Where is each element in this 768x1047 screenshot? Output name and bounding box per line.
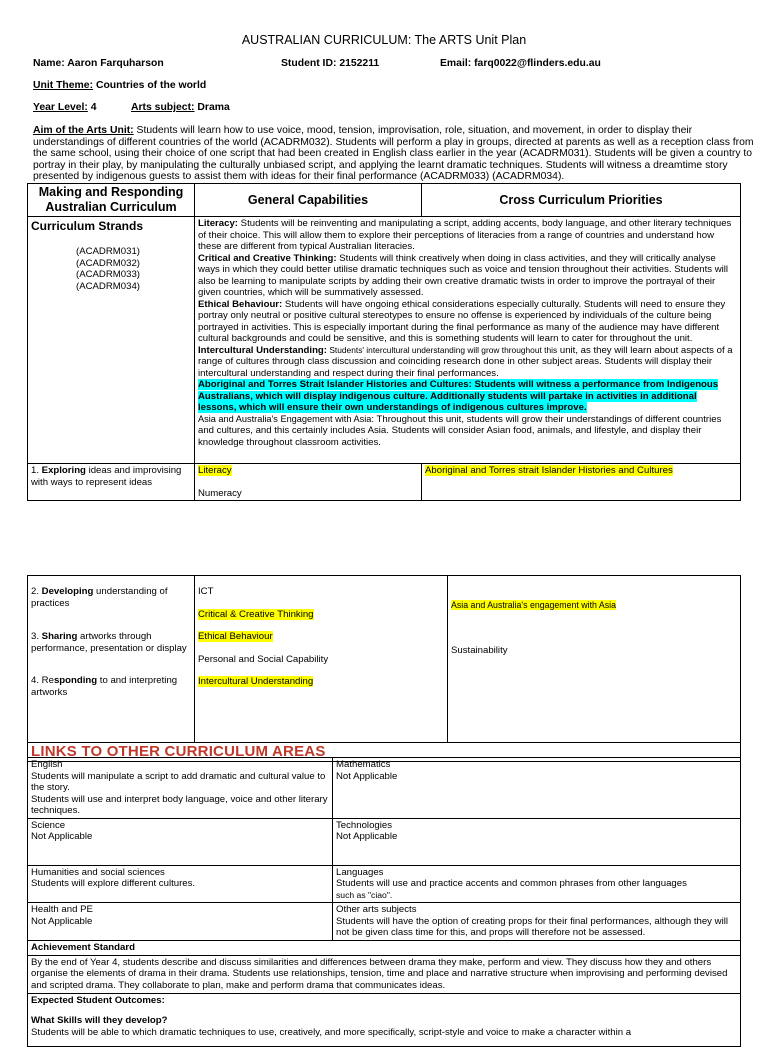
aim-label: Aim of the Arts Unit:	[33, 125, 134, 136]
arts-subject-label: Arts subject:	[131, 102, 195, 113]
email-value: farq0022@flinders.edu.au	[474, 58, 601, 69]
other-label: Other arts subjects	[336, 904, 417, 915]
literacy-paragraph	[198, 218, 737, 253]
email-label: Email:	[440, 58, 472, 69]
achievement-text: By the end of Year 4, students describe and discuss similarities and differences between drama they make, perform and view. They discuss how they and others organise the elements of drama in their drama. Students use relationships, tension, time and place and narrative structure when improvising and performing devised and scripted drama. They collaborate to plan, make and perform drama that communicates ideas.	[28, 955, 741, 993]
outcomes-cell	[28, 993, 741, 1046]
literacy-tag: Literacy	[198, 465, 232, 476]
curriculum-table	[27, 183, 741, 501]
science-label: Science	[31, 819, 66, 831]
skills-text: Students will be able to which dramatic techniques to use, creatively, and more specifically, script-style and voice to make a character within a	[31, 1026, 632, 1038]
strands-label: Curriculum Strands	[31, 219, 144, 233]
code-item: (ACADRM031)	[76, 246, 140, 257]
outcomes-label: Expected Student Outcomes:	[31, 994, 165, 1006]
maths-cell	[333, 758, 741, 819]
capability-item: Critical & Creative Thinking	[198, 608, 314, 620]
atsi-cell	[422, 464, 741, 501]
responding-item	[31, 675, 191, 698]
technologies-cell	[333, 818, 741, 865]
year-level-line	[33, 102, 97, 114]
capability-item: Personal and Social Capability	[198, 653, 329, 665]
hpe-text: Not Applicable	[31, 915, 93, 927]
intercultural-label: Intercultural Understanding:	[198, 344, 327, 356]
developing-num: 2.	[31, 586, 42, 597]
critical-label: Critical and Creative Thinking:	[198, 252, 337, 264]
capabilities-detail-cell	[195, 217, 741, 464]
exploring-rest: ideas and improvising with ways to represent ideas	[31, 465, 182, 488]
name-line	[33, 58, 164, 70]
tech-label: Technologies	[336, 819, 393, 831]
exploring-cell	[28, 464, 195, 501]
capabilities-list-cell	[195, 576, 448, 743]
english-cell	[28, 758, 333, 819]
student-id-value: 2152211	[339, 58, 380, 69]
year-level-value: 4	[90, 102, 97, 113]
col-header-cross-curriculum: Cross Curriculum Priorities	[422, 184, 741, 217]
developing-rest: understanding of practices	[31, 586, 168, 609]
page-title: AUSTRALIAN CURRICULUM: The ARTS Unit Plan	[241, 33, 527, 47]
aim-text: Students will learn how to use voice, mood, tension, improvisation, role, situation, and movement, in order to display their understandings of different countries of the world (ACADRM032). Students will perform a play in groups, directed at parents as well as a reception class from the same school, using their choice of one script that had been created in English class earlier in the year (ACADRM031). Students will be given a country to portray in their play, by manipulating the culturally unbiased script, and applying the learnt dramatic techniques. Students will witness a dreamtime story presented by indigenous guests to assist them with ideas for their final performance (ACADRM033) (ACADRM034).	[33, 125, 754, 183]
other-text: Students will have the option of creating props for their final performances, although they will not be given class time for this, and props will therefore not be assessed.	[336, 915, 728, 938]
critical-text: Students will think creatively when doing in class activities, and they will critically analyse ways in which they could better utilise dramatic techniques such as voice and tension throughout their activities. Students will also be learning to manipulate scripts by adding their own creative dramatic twists in order to improve the portrayal of their given countries, which will be summatively assessed.	[198, 252, 729, 298]
literacy-text: Students will be reinventing and manipulating a script, adding accents, body language, and other literary techniques of their choice. This will allow them to explore their perceptions of literacies from a range of countries and understand how these are different from typical Australian literacies.	[198, 218, 732, 252]
priority-item: Sustainability	[451, 644, 508, 656]
hpe-label: Health and PE	[31, 904, 93, 915]
responding-bold: sponding	[53, 675, 98, 686]
english-label: English	[31, 759, 63, 770]
name-label: Name:	[33, 58, 65, 69]
aim-paragraph	[33, 125, 763, 183]
english-text: Students will manipulate a script to add dramatic and cultural value to the story. Students will use and interpret body language, voice and other literary techniques.	[31, 770, 328, 816]
sharing-rest: artworks through performance, presentation or display	[31, 631, 187, 654]
hpe-cell	[28, 903, 333, 941]
developing-item	[31, 586, 191, 609]
asia-text: : Throughout this unit, students will grow their understandings of different countries and cultures, and this certainly includes Asia. Students will consider Asian food, animals, and lifestyle, and display their knowledge throughout classroom activities.	[198, 413, 722, 448]
literacy-numeracy-cell	[195, 464, 422, 501]
unit-theme-label: Unit Theme:	[33, 80, 94, 91]
capability-item: Intercultural Understanding	[198, 676, 314, 687]
email-line	[440, 58, 601, 70]
code-item: (ACADRM033)	[76, 269, 140, 280]
student-id-line	[281, 58, 379, 70]
lang-small: such as "ciao".	[336, 889, 393, 900]
lang-text: Students will use and practice accents and common phrases from other languages	[336, 878, 687, 889]
priorities-list-cell	[448, 576, 741, 743]
science-cell	[28, 818, 333, 865]
code-item: (ACADRM034)	[76, 280, 140, 292]
links-title: LINKS TO OTHER CURRICULUM AREAS	[31, 743, 326, 760]
achievement-label: Achievement Standard	[28, 940, 741, 955]
responding-rest: to and interpreting artworks	[31, 675, 178, 698]
arts-subject-line	[131, 102, 230, 114]
capability-item: Ethical Behaviour	[198, 631, 273, 642]
tech-text: Not Applicable	[336, 831, 398, 842]
col-header-making-responding: Making and Responding Australian Curriculum	[28, 184, 195, 217]
strands-2-4-cell	[28, 576, 195, 743]
name-value: Aaron Farquharson	[67, 58, 164, 69]
sharing-num: 3.	[31, 631, 42, 642]
intercultural-paragraph	[198, 345, 737, 380]
languages-cell	[333, 865, 741, 903]
ethical-label: Ethical Behaviour:	[198, 298, 283, 310]
intercultural-small: Students' intercultural understanding will grow throughout this	[327, 344, 558, 355]
numeracy-tag: Numeracy	[198, 487, 242, 499]
strands-cell	[28, 217, 195, 464]
hass-cell	[28, 865, 333, 903]
other-arts-cell	[333, 903, 741, 941]
unit-theme-value: Countries of the world	[95, 80, 207, 91]
aboriginal-text: Aboriginal and Torres Strait Islander Histories and Cultures: Students will witness a performance from Indigenous Australians, which will display indigenous culture. Additionally students will partake in activities in additional lessons, which will ensure their own understandings of indigenous cultures improve.	[198, 379, 719, 413]
developing-bold: Developing	[41, 586, 94, 597]
maths-text: Not Applicable	[336, 770, 398, 782]
sharing-item	[31, 631, 191, 654]
maths-label: Mathematics	[336, 759, 391, 770]
sharing-bold: Sharing	[41, 631, 78, 642]
critical-paragraph	[198, 253, 737, 299]
hass-label: Humanities and social sciences	[31, 866, 165, 878]
col-header-general-capabilities: General Capabilities	[195, 184, 422, 217]
aboriginal-paragraph	[198, 379, 737, 414]
curriculum-table-2	[27, 575, 741, 762]
priority-item: Asia and Australia's engagement with Asia	[451, 600, 617, 610]
code-item: (ACADRM032)	[76, 257, 140, 269]
curriculum-codes	[31, 246, 191, 292]
atsi-tag: Aboriginal and Torres strait Islander Histories and Cultures	[425, 465, 673, 476]
exploring-num: 1.	[31, 465, 42, 476]
literacy-label: Literacy:	[198, 218, 238, 229]
ethical-text: Students will have ongoing ethical considerations especially culturally. Students will need to ensure they portray only neutral or positive cultural stereotypes to ensure no offense is experienced by individuals of the culture being portrayed in activities. This is especially important during the final performance as many of the audience may have different cultural backgrounds and could be sensitive, and this is something students will learn to cater for throughout the unit.	[198, 298, 726, 344]
asia-paragraph	[198, 414, 737, 449]
unit-theme-line	[33, 80, 206, 92]
ethical-paragraph	[198, 299, 737, 345]
asia-label: Asia and Australia's Engagement with Asia	[198, 413, 372, 424]
science-text: Not Applicable	[31, 831, 93, 842]
responding-num: 4. Re	[31, 675, 54, 686]
hass-text: Students will explore different cultures.	[31, 878, 196, 889]
links-table	[27, 757, 741, 1047]
year-level-label: Year Level:	[33, 102, 88, 113]
capability-item: ICT	[198, 586, 214, 597]
exploring-bold: Exploring	[41, 465, 86, 476]
arts-subject-value: Drama	[197, 102, 230, 113]
intercultural-text: unit, as they will learn about aspects of a range of cultures through class discussion and coinciding research done in other subject areas. Students will display their intercultural understanding and respect during their final performances.	[198, 344, 733, 379]
skills-label: What Skills will they develop?	[31, 1015, 168, 1026]
lang-label: Languages	[336, 866, 384, 878]
student-id-label: Student ID:	[281, 58, 337, 69]
